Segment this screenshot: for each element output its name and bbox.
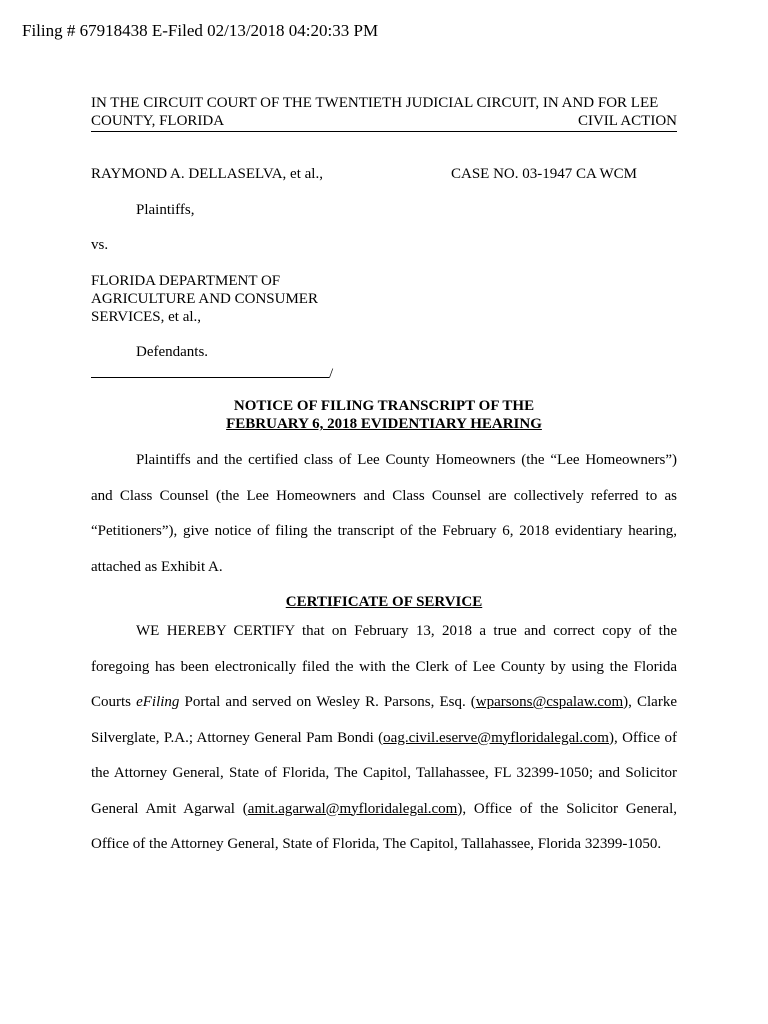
notice-line-2: and Class Counsel (the Lee Homeowners and Class Counsel are collectively referred to as <box>91 487 677 504</box>
notice-line-1: Plaintiffs and the certified class of Lee County Homeowners (the “Lee Homeowners”) <box>136 452 677 468</box>
email-link-agarwal[interactable]: amit.agarwal@myfloridalegal.com <box>247 800 458 817</box>
plaintiff-name: RAYMOND A. DELLASELVA, et al., <box>91 166 323 182</box>
cert-line-5: the Attorney General, State of Florida, The Capitol, Tallahassee, FL 32399-1050; and Solicitor <box>91 765 677 781</box>
court-county: COUNTY, FLORIDA <box>91 113 225 129</box>
plaintiffs-label: Plaintiffs, <box>136 202 195 218</box>
cert-line-3 <box>91 685 677 721</box>
court-caption-line1: IN THE CIRCUIT COURT OF THE TWENTIETH JUDICIAL CIRCUIT, IN AND FOR LEE <box>91 95 659 111</box>
certificate-paragraph <box>91 614 677 863</box>
notice-title-line1: NOTICE OF FILING TRANSCRIPT OF THE <box>233 398 535 414</box>
cert-line-3-c: ), Clarke <box>623 694 677 710</box>
case-number: CASE NO. 03-1947 CA WCM <box>451 166 637 182</box>
civil-action-label: CIVIL ACTION <box>577 113 677 129</box>
cert-line-7: Office of the Attorney General, State of Florida, The Capitol, Tallahassee, Florida 32399-1050. <box>91 836 662 852</box>
cert-line-1: WE HEREBY CERTIFY that on February 13, 2018 a true and correct copy of the <box>136 623 677 639</box>
email-link-parsons[interactable]: wparsons@cspalaw.com <box>475 694 624 710</box>
caption-signature-line <box>91 365 333 383</box>
cert-line-4-b: ), Office of <box>608 729 677 746</box>
notice-paragraph <box>91 443 677 585</box>
cert-line-2: foregoing has been electronically filed the with the Clerk of Lee County by using the Florida <box>91 658 677 675</box>
cert-line-3-b: Portal and served on Wesley R. Parsons, Esq. ( <box>179 694 476 710</box>
defendant-line2: AGRICULTURE AND CONSUMER <box>91 291 318 307</box>
notice-line-3: “Petitioners”), give notice of filing the transcript of the February 6, 2018 evidentiary hearing, <box>91 523 677 539</box>
email-link-oag[interactable]: oag.civil.eserve@myfloridalegal.com <box>383 729 609 746</box>
cert-line-4-a: Silverglate, P.A.; Attorney General Pam Bondi ( <box>91 729 384 746</box>
efiling-term: eFiling <box>136 694 180 710</box>
cert-line-3-a: Courts <box>91 694 137 710</box>
cert-line-6-a: General Amit Agarwal ( <box>91 800 248 817</box>
certificate-title: CERTIFICATE OF SERVICE <box>285 594 483 610</box>
defendants-label: Defendants. <box>136 344 209 360</box>
cert-line-6-b: ), Office of the Solicitor General, <box>457 800 677 817</box>
signature-rule <box>91 365 329 378</box>
signature-slash: / <box>329 366 334 382</box>
filing-stamp: Filing # 67918438 E-Filed 02/13/2018 04:20:33 PM <box>22 21 379 40</box>
defendant-line1: FLORIDA DEPARTMENT OF <box>91 273 281 289</box>
notice-line-4: attached as Exhibit A. <box>91 558 223 575</box>
notice-title-line2: FEBRUARY 6, 2018 EVIDENTIARY HEARING <box>226 416 542 432</box>
versus-label: vs. <box>91 237 109 253</box>
court-caption-line2 <box>91 112 677 132</box>
defendant-line3: SERVICES, et al., <box>91 309 202 325</box>
cert-line-4 <box>91 721 677 757</box>
cert-line-6 <box>91 792 677 828</box>
